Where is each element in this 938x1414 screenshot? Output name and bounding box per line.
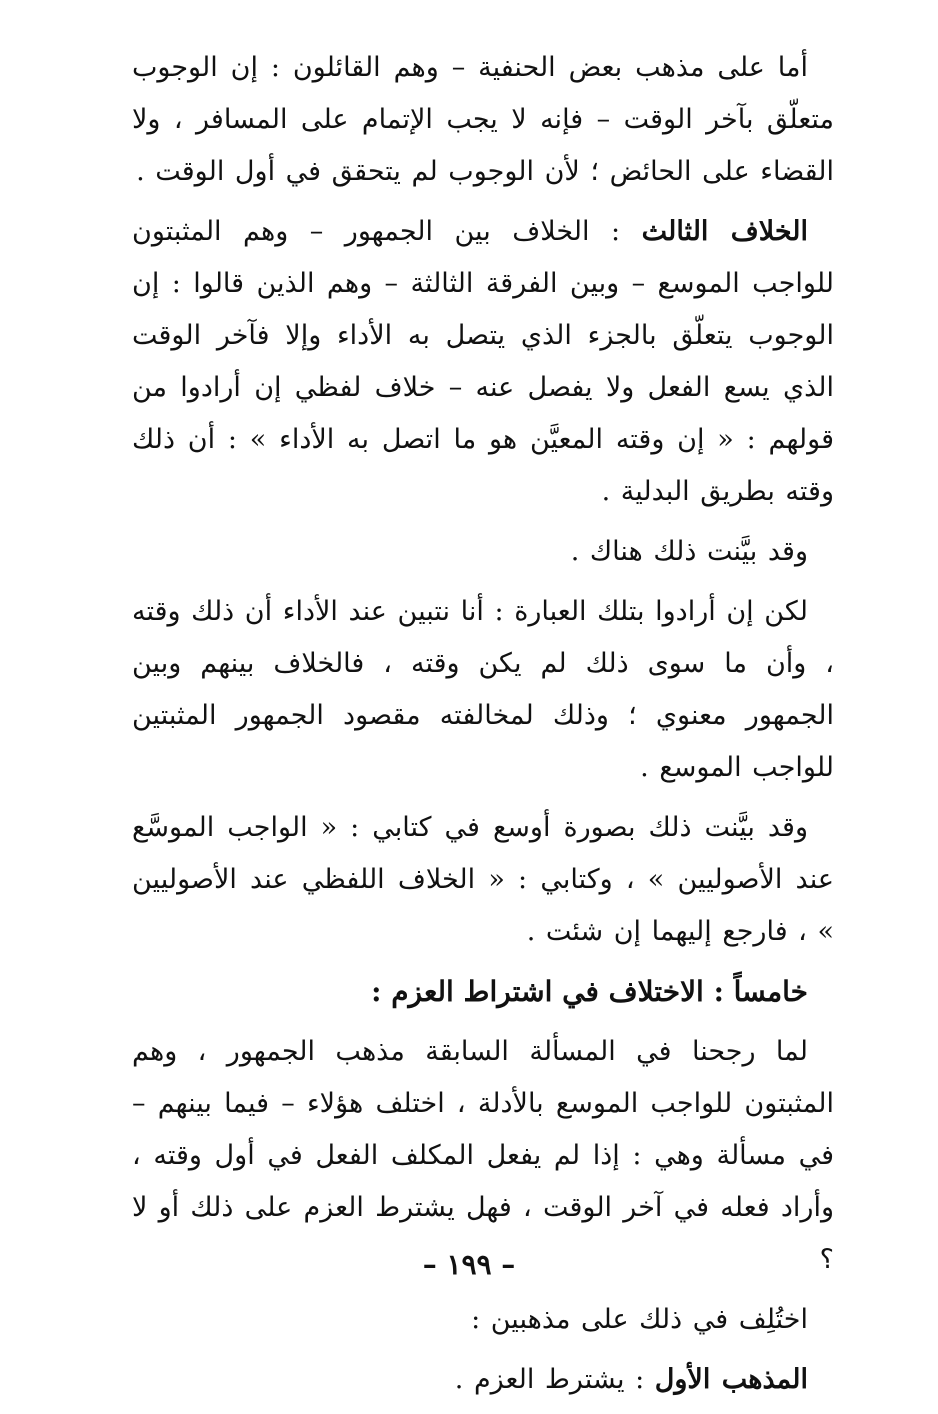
inline-heading-third-dispute: الخلاف الثالث bbox=[641, 216, 808, 247]
page-number: – ١٩٩ – bbox=[422, 1248, 516, 1281]
section-heading-fifth: خامساً : الاختلاف في اشتراط العزم : bbox=[371, 975, 808, 1008]
paragraph-text: لما رجحنا في المسألة السابقة مذهب الجمهور ، وهم المثبتون للواجب الموسع بالأدلة ، اختلف هؤلاء – فيما بينهم – في مسألة وهي : إذا لم يفعل المكلف الفعل في أول وقته ، وأراد فعله في آخر الوقت ، فهل يشترط العزم على ذلك أو لا ؟ bbox=[132, 1036, 834, 1275]
inline-heading-first-view: المذهب الأول bbox=[654, 1364, 808, 1395]
paragraph-text: وقد بيَّنت ذلك بصورة أوسع في كتابي : « الواجب الموسَّع عند الأصوليين » ، وكتابي : « الخلاف اللفظي عند الأصوليين » ، فارجع إليهما إن شئت . bbox=[132, 812, 834, 947]
paragraph-third-dispute bbox=[132, 206, 834, 518]
paragraph-text: لكن إن أرادوا بتلك العبارة : أنا نتبين عند الأداء أن ذلك وقته ، وأن ما سوى ذلك لم يكن وقته ، فالخلاف بينهم وبين الجمهور معنوي ؛ وذلك لمخالفته مقصود الجمهور المثبتين للواجب الموسع . bbox=[132, 596, 834, 783]
paragraph-explained-there bbox=[132, 526, 834, 578]
paragraph-text: وقد بيَّنت ذلك هناك . bbox=[570, 536, 808, 567]
paragraph-resolve-condition bbox=[132, 1026, 834, 1286]
paragraph-hanafi-view bbox=[132, 42, 834, 198]
paragraph-but-if bbox=[132, 586, 834, 794]
paragraph-two-views bbox=[132, 1294, 834, 1346]
paragraph-text: : يشترط العزم . bbox=[454, 1364, 655, 1395]
paragraph-text: : الخلاف بين الجمهور – وهم المثبتون للواجب الموسع – وبين الفرقة الثالثة – وهم الذين قالوا : إن الوجوب يتعلّق بالجزء الذي يتصل به الأداء وإلا فآخر الوقت الذي يسع الفعل ولا يفصل عنه – خلاف لفظي إن أرادوا من قولهم : « إن وقته المعيَّن هو ما اتصل به الأداء » : أن ذلك وقته بطريق البدلية . bbox=[132, 216, 834, 507]
paragraph-text: أما على مذهب بعض الحنفية – وهم القائلون : إن الوجوب متعلّق بآخر الوقت – فإنه لا يجب الإتمام على المسافر ، ولا القضاء على الحائض ؛ لأن الوجوب لم يتحقق في أول الوقت . bbox=[132, 52, 834, 187]
paragraph-book-references bbox=[132, 802, 834, 958]
paragraph-text: اختُلِف في ذلك على مذهبين : bbox=[471, 1304, 808, 1335]
paragraph-first-view bbox=[132, 1354, 834, 1406]
body-text bbox=[132, 42, 834, 1414]
